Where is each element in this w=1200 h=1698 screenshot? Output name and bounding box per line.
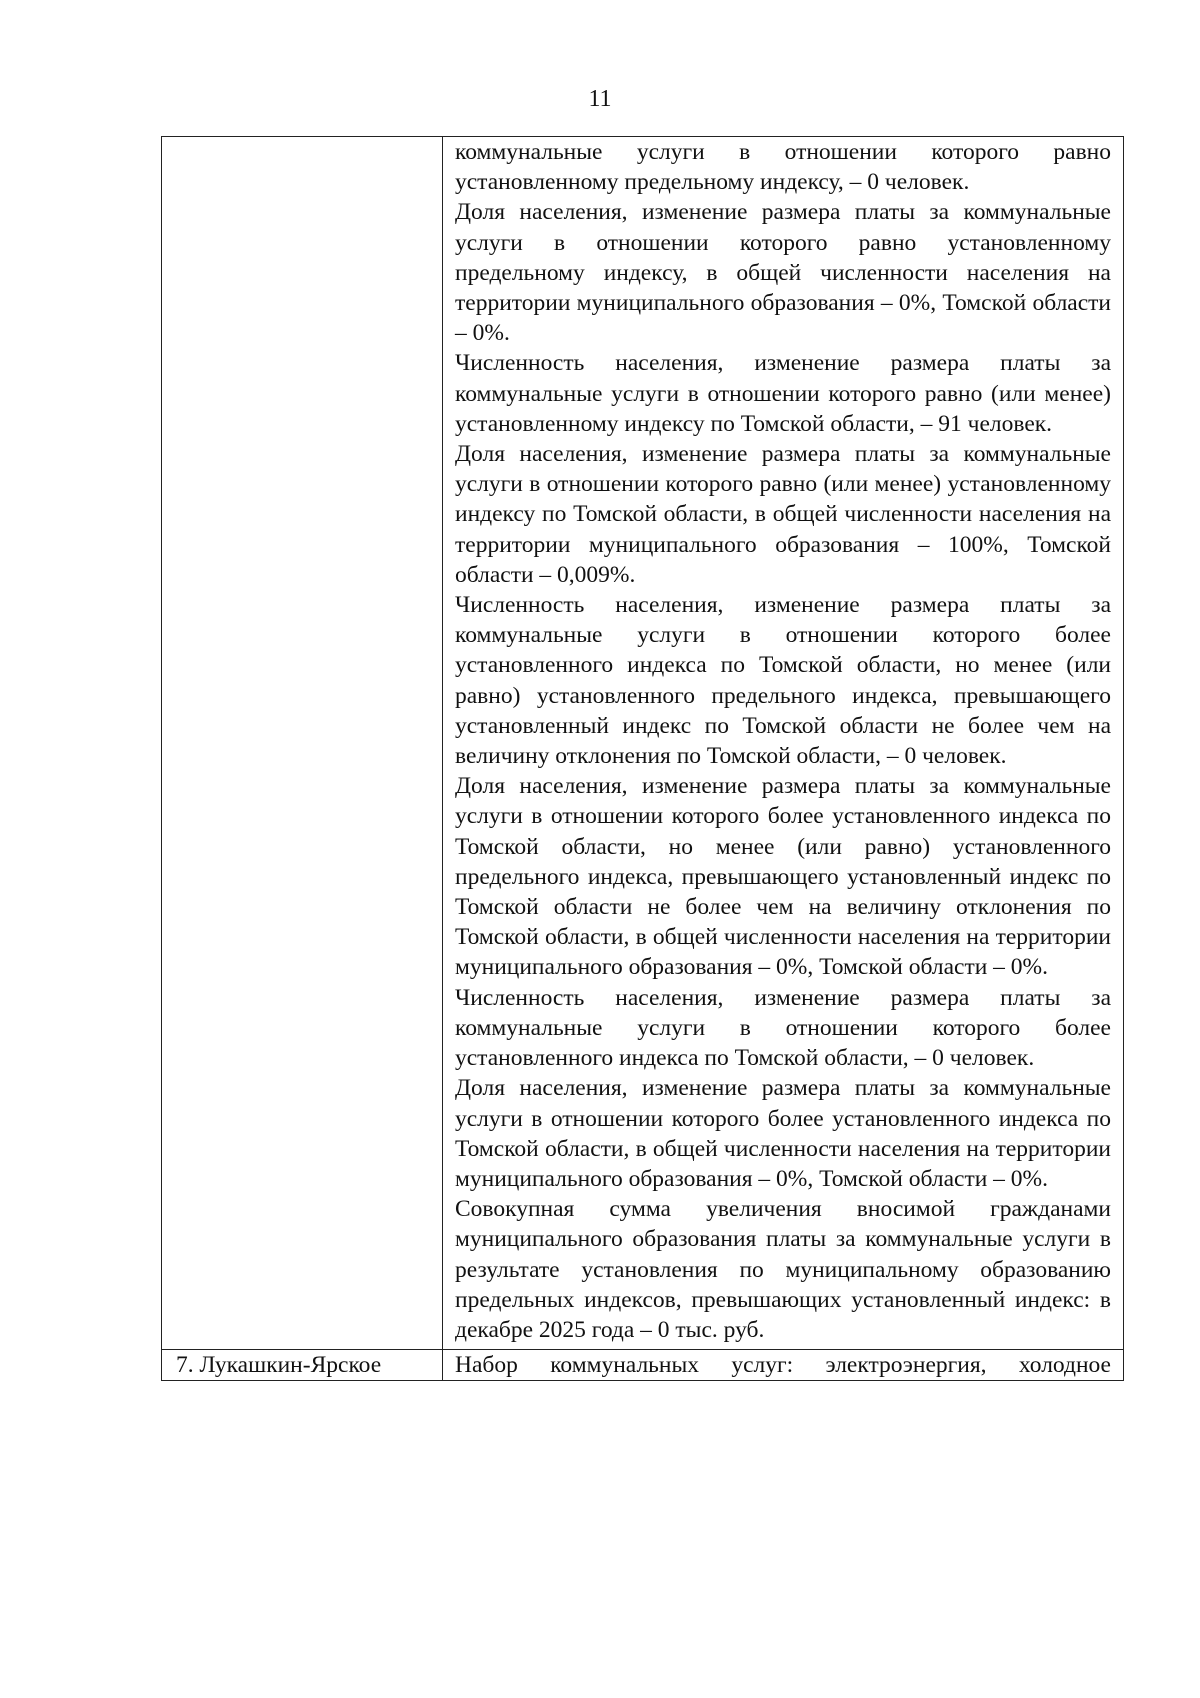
municipality-name-cell [162,1350,443,1381]
paragraph: Набор коммунальных услуг: электроэнергия, холодное [455,1352,1111,1379]
table-row [162,1350,1124,1381]
indicators-cell [443,1350,1124,1381]
paragraph: Доля населения, изменение размера платы за коммунальные услуги в отношении которого равно установленному предельному индексу, в общей численности населения на территории муниципального образования – 0%, Томской области – 0%. [455,199,1111,347]
table-row [162,137,1124,1350]
page-number: 11 [588,86,612,112]
paragraph: Доля населения, изменение размера платы за коммунальные услуги в отношении которого более установленного индекса по Томской области, в общей численности населения на территории муниципального образования – 0%, Томской области – 0%. [455,1075,1111,1192]
paragraph: Численность населения, изменение размера платы за коммунальные услуги в отношении которого более установленного индекса по Томской области, но менее (или равно) установленного предельного индекса, превышающего установленный индекс по Томской области не более чем на величину отклонения по Томской области, – 0 человек. [455,592,1111,770]
paragraph: Численность населения, изменение размера платы за коммунальные услуги в отношении которого равно (или менее) установленному индексу по Томской области, – 91 человек. [455,350,1111,437]
municipality-name: 7. Лукашкин-Ярское [176,1352,382,1379]
paragraph: Численность населения, изменение размера платы за коммунальные услуги в отношении которого более установленного индекса по Томской области, – 0 человек. [455,984,1111,1072]
paragraph: коммунальные услуги в отношении которого равно установленному предельному индексу, – 0 человек. [455,139,1111,196]
paragraph: Совокупная сумма увеличения вносимой гражданами муниципального образования платы за коммунальные услуги в результате установления по муниципальному образованию предельных индексов, превышающих установленный индекс: в декабре 2025 года – 0 тыс. руб. [455,1196,1111,1343]
indicators-cell [443,137,1124,1350]
municipality-name-cell [162,137,443,1350]
municipality-table [161,136,1124,1381]
paragraph: Доля населения, изменение размера платы за коммунальные услуги в отношении которого более установленного индекса по Томской области, но менее (или равно) установленного предельного индекса, превышающего установленный индекс по Томской области не более чем на величину отклонения по Томской области, в общей численности населения на территории муниципального образования – 0%, Томской области – 0%. [455,773,1111,981]
paragraph: Доля населения, изменение размера платы за коммунальные услуги в отношении которого равно (или менее) установленному индексу по Томской области, в общей численности населения на территории муниципального образования – 100%, Томской области – 0,009%. [455,441,1111,588]
